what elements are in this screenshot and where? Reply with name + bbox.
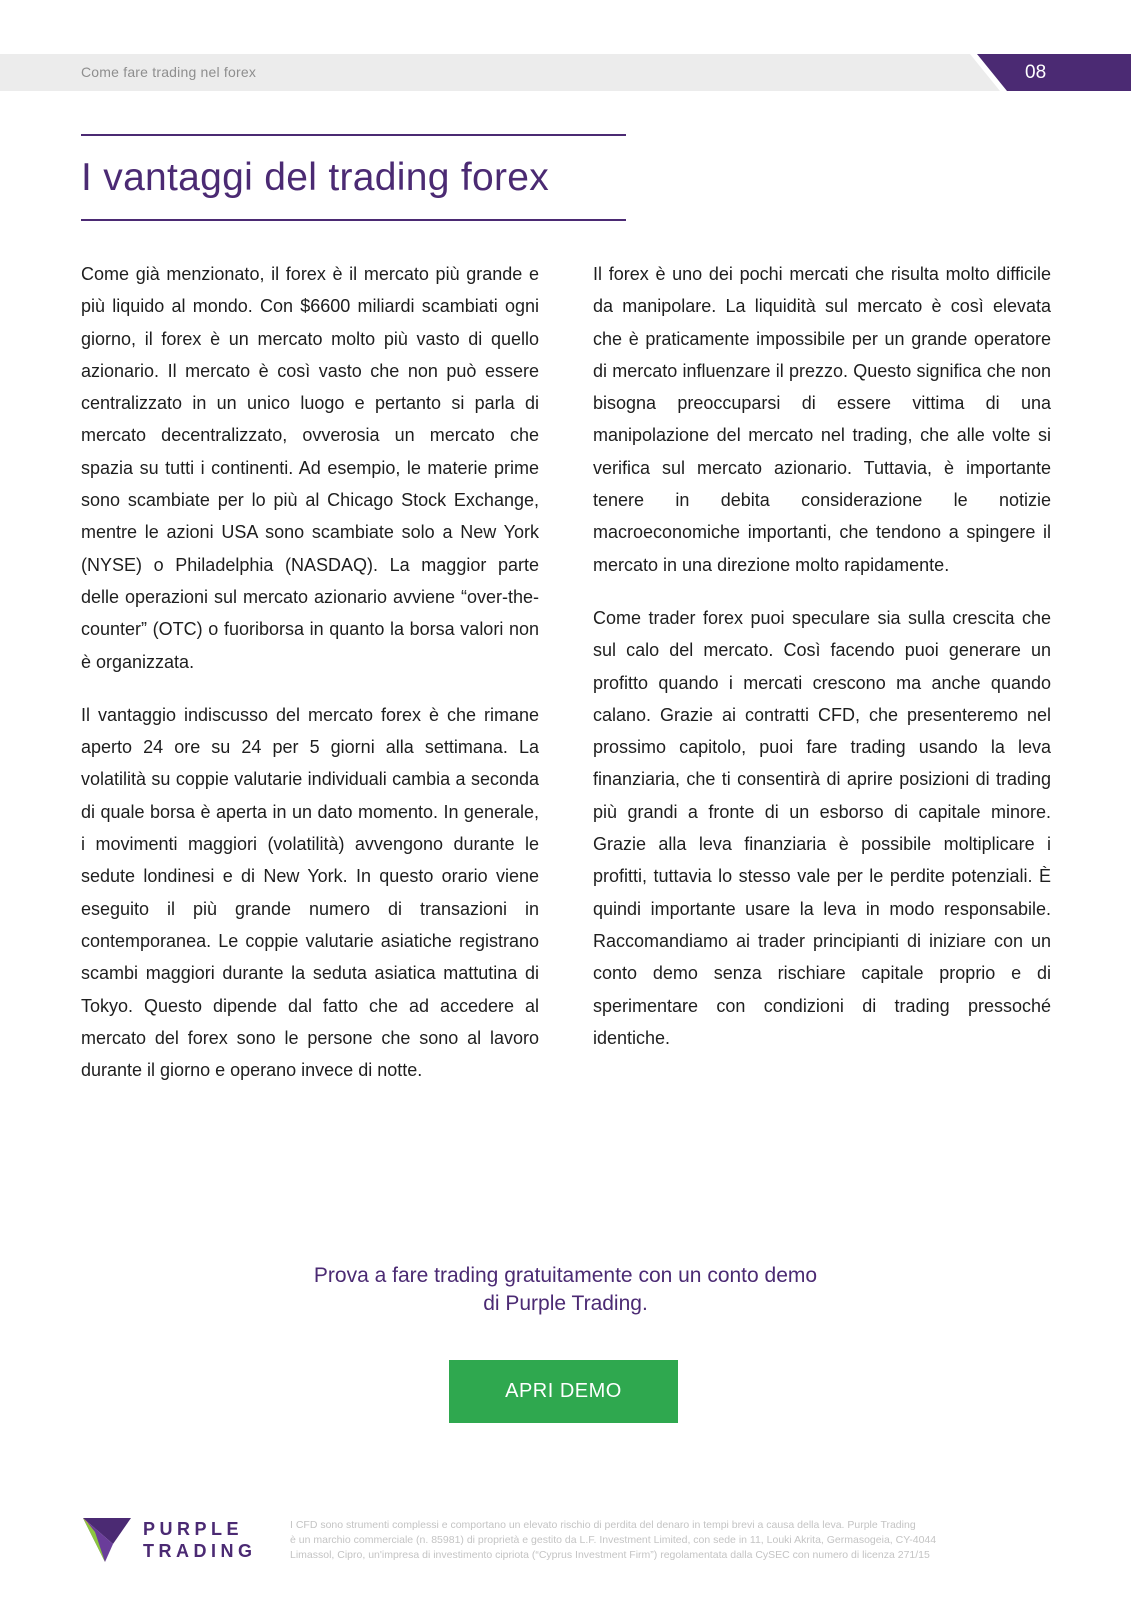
logo-line-1: PURPLE bbox=[143, 1519, 244, 1539]
cta-line-2: di Purple Trading. bbox=[483, 1292, 648, 1315]
header-title: Come fare trading nel forex bbox=[81, 64, 257, 80]
logo-text bbox=[143, 1518, 257, 1562]
right-paragraph-2: Come trader forex puoi speculare sia sulla crescita che sul calo del mercato. Così facendo puoi generare un profitto quando i mercati crescono ma anche quando calano. Grazie ai contratti CFD, che presenteremo nel prossimo capitolo, puoi fare trading usando la leva finanziaria, che ti consentirà di aprire posizioni di trading più grandi a fronte di un esborso di capitale minore. Grazie alla leva finanziaria è possibile moltiplicare i profitti, tuttavia lo stesso vale per le perdite potenziali. È quindi importante usare la leva in modo responsabile. Raccomandiamo ai trader principianti di iniziare con un conto demo senza rischiare capitale proprio e di sperimentare con condizioni di trading pressoché identiche. bbox=[593, 607, 1051, 1048]
apri-demo-button[interactable]: APRI DEMO bbox=[449, 1360, 678, 1423]
disclaimer-line-2: è un marchio commerciale (n. 85981) di proprietà e gestito da L.F. Investment Limited, con sede in 11, Louki Akrita, Germasogeia, CY-4044 bbox=[290, 1534, 937, 1546]
left-paragraph-2: Il vantaggio indiscusso del mercato forex è che rimane aperto 24 ore su 24 per 5 giorni alla settimana. La volatilità su coppie valutarie individuali cambia a seconda di quale borsa è aperta in un dato momento. In generale, i movimenti maggiori (volatilità) avvengono durante le sedute londinesi e di New York. In questo orario viene eseguito il più grande numero di transazioni in contemporanea. Le coppie valutarie asiatiche registrano scambi maggiori durante la seduta asiatica mattutina di Tokyo. Questo dipende dal fatto che ad accedere al mercato del forex sono le persone che sono al lavoro durante il giorno e operano invece di notte. bbox=[81, 704, 539, 1081]
cta-text bbox=[200, 1262, 931, 1318]
purple-trading-logo-icon bbox=[83, 1518, 131, 1562]
page-number: 08 bbox=[1025, 62, 1047, 83]
disclaimer-line-3: Limassol, Cipro, un'impresa di investimento cipriota (“Cyprus Investment Firm”) regolamentata dalla CySEC con numero di licenza 271/15 bbox=[290, 1549, 930, 1561]
title-rule-top bbox=[81, 134, 626, 136]
header-page-tab bbox=[977, 54, 1131, 91]
page-title: I vantaggi del trading forex bbox=[81, 156, 550, 199]
title-rule-bottom bbox=[81, 219, 626, 221]
left-column bbox=[81, 258, 539, 1107]
disclaimer-line-1: I CFD sono strumenti complessi e comportano un elevato rischio di perdita del denaro in tempi brevi a causa della leva. Purple Trading bbox=[290, 1519, 916, 1531]
right-column bbox=[593, 258, 1051, 1075]
cta-line-1: Prova a fare trading gratuitamente con un conto demo bbox=[313, 1264, 818, 1287]
legal-disclaimer bbox=[290, 1518, 1050, 1563]
left-paragraph-1: Come già menzionato, il forex è il mercato più grande e più liquido al mondo. Con $6600 miliardi scambiati ogni giorno, il forex è un mercato molto più vasto di quello azionario. Il mercato è così vasto che non può essere centralizzato in un unico luogo e pertanto si parla di mercato decentralizzato, ovverosia un mercato che spazia su tutti i continenti. Ad esempio, le materie prime sono scambiate per lo più al Chicago Stock Exchange, mentre le azioni USA sono scambiate solo a New York (NYSE) o Philadelphia (NASDAQ). La maggior parte delle operazioni sul mercato azionario avviene “over-the-counter” (OTC) o fuoriborsa in quanto la borsa valori non è organizzata. bbox=[81, 264, 539, 672]
header-bar bbox=[0, 54, 1131, 91]
logo-line-2: TRADING bbox=[143, 1541, 257, 1561]
right-paragraph-1: Il forex è uno dei pochi mercati che risulta molto difficile da manipolare. La liquidità sul mercato è così elevata che è praticamente impossibile per un grande operatore di mercato influenzare il prezzo. Questo significa che non bisogna preoccuparsi di essere vittima di una manipolazione del mercato nel trading, che alle volte si verifica sul mercato azionario. Tuttavia, è importante tenere in debita considerazione le notizie macroeconomiche importanti, che tendono a spingere il mercato in una direzione molto rapidamente. bbox=[593, 264, 1051, 575]
